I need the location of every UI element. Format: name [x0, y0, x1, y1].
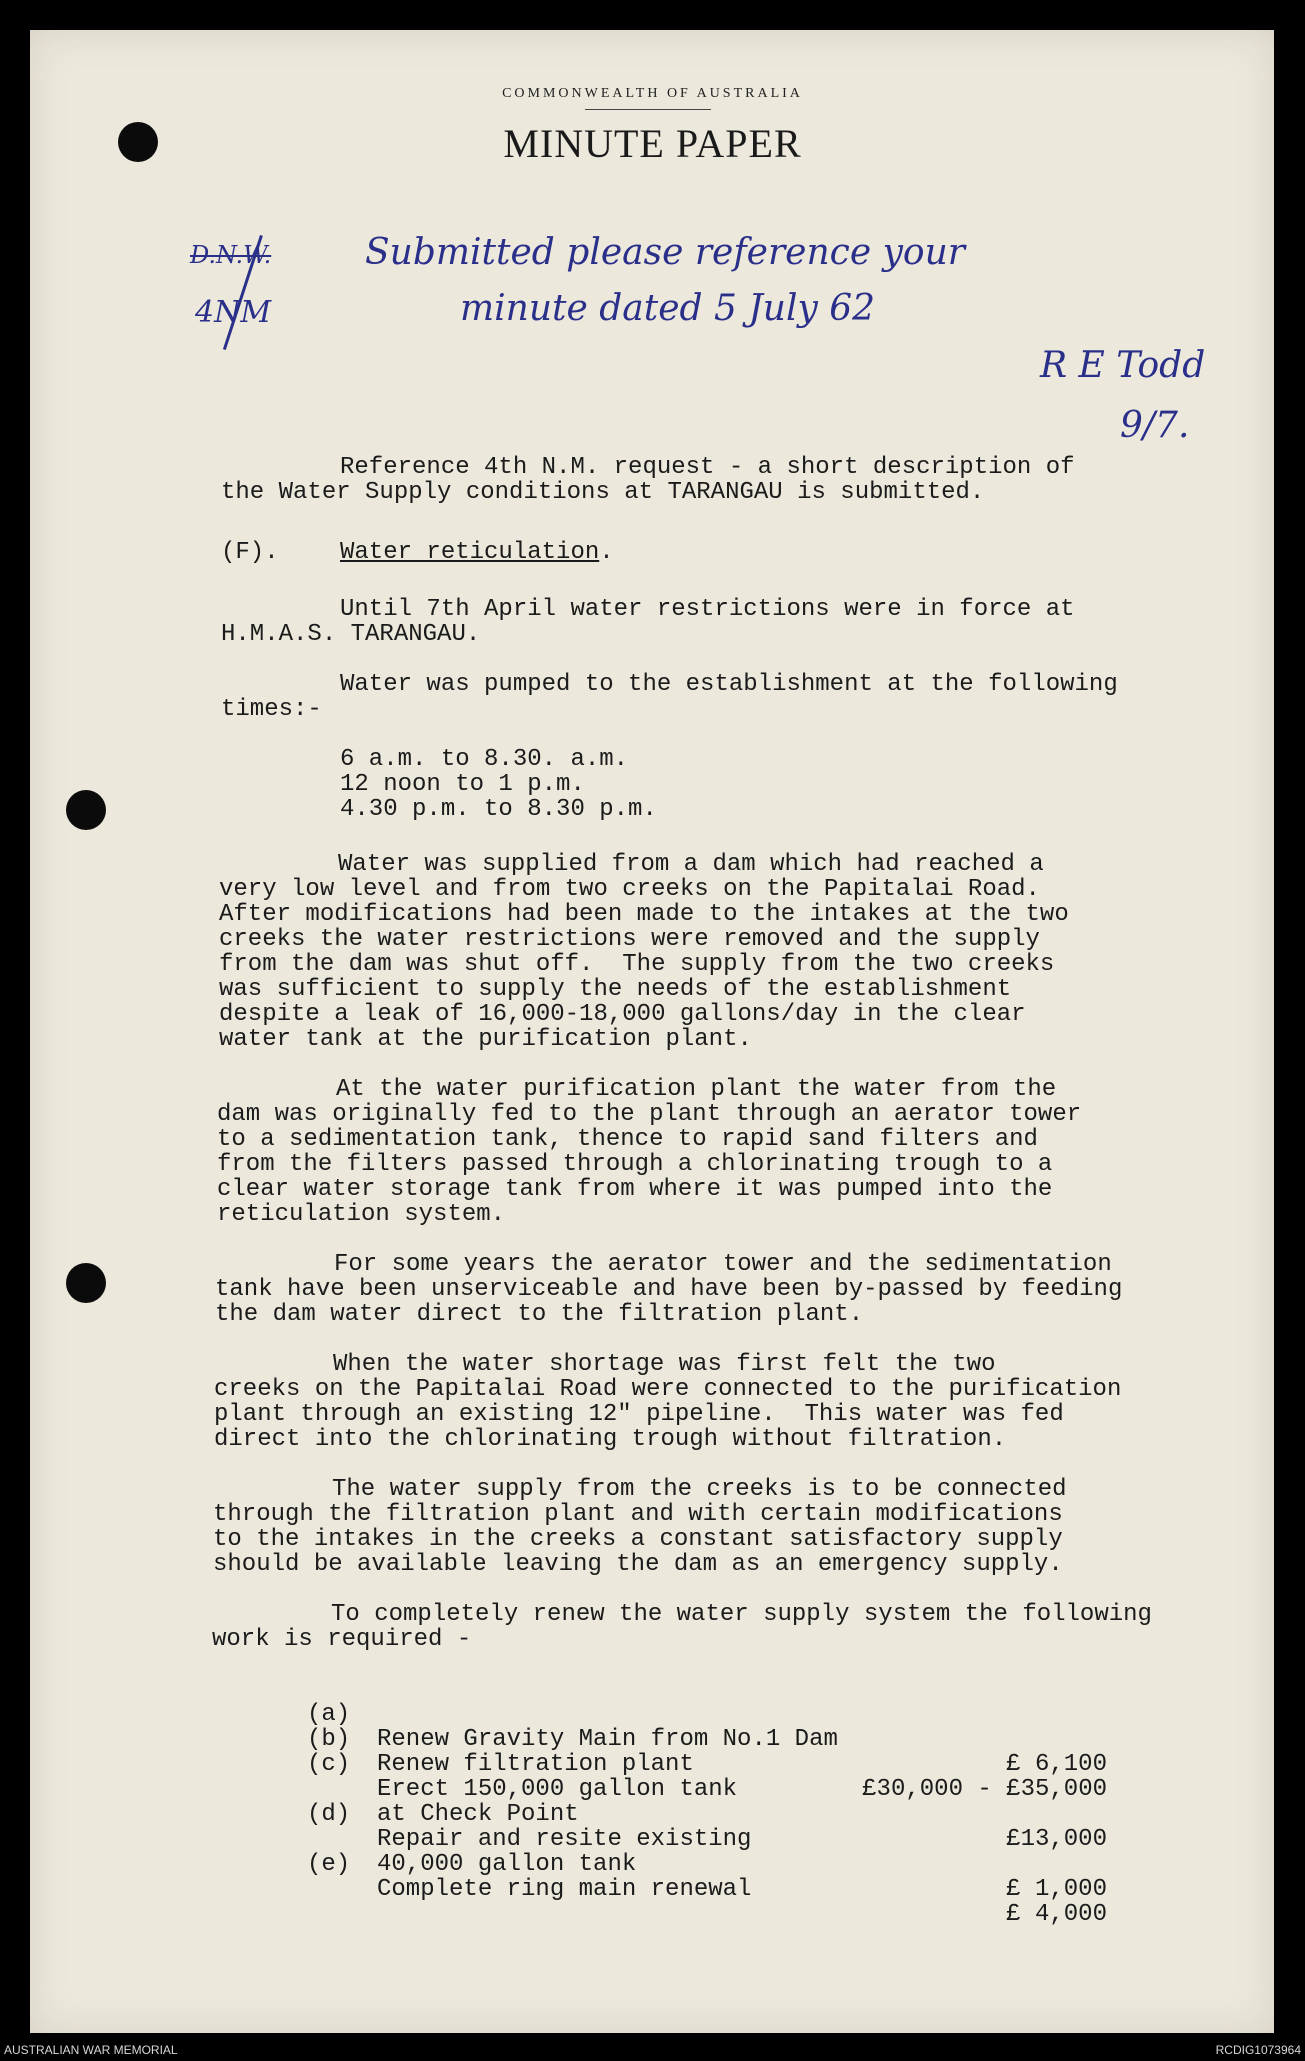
restrictions-line2: H.M.A.S. TARANGAU. — [221, 621, 481, 648]
restrictions-line1: Until 7th April water restrictions were in force at — [340, 596, 1075, 623]
punch-hole-bottom — [66, 1263, 106, 1303]
section-label: (F). — [221, 539, 279, 566]
p2-line: At the water purification plant the water from the — [336, 1076, 1057, 1103]
p4-line: plant through an existing 12" pipeline. This water was fed — [214, 1401, 1064, 1428]
work-item-letter: (e) — [307, 1851, 351, 1878]
p3-line: For some years the aerator tower and the sedimentation — [334, 1251, 1112, 1278]
section-heading — [340, 540, 614, 565]
p1-line: After modifications had been made to the intakes at the two — [219, 901, 1069, 928]
p5-line: through the filtration plant and with certain modifications — [213, 1501, 1063, 1528]
intro-line1: Reference 4th N.M. request - a short description of — [340, 454, 1075, 481]
agency-header: COMMONWEALTH OF AUSTRALIA — [502, 86, 803, 101]
p2-line: clear water storage tank from where it was pumped into the — [217, 1176, 1053, 1203]
footer-source: AUSTRALIAN WAR MEMORIAL — [4, 2043, 178, 2057]
p1-line: creeks the water restrictions were removed and the supply — [219, 926, 1040, 953]
renew-line2: work is required - — [212, 1626, 472, 1653]
section-title: Water reticulation — [340, 539, 600, 566]
punch-hole-middle — [66, 790, 106, 830]
p5-line: should be available leaving the dam as an emergency supply. — [213, 1551, 1063, 1578]
work-item-letter: (d) — [307, 1801, 351, 1828]
p1-line: was sufficient to supply the needs of the establishment — [219, 976, 1012, 1003]
p1-line: from the dam was shut off. The supply from the two creeks — [219, 951, 1055, 978]
work-item-desc: at Check Point — [377, 1801, 579, 1828]
work-item-cost: £13,000 — [1006, 1826, 1107, 1853]
p4-line: When the water shortage was first felt the two — [333, 1351, 996, 1378]
pumped-line1: Water was pumped to the establishment at the following — [340, 671, 1118, 698]
renew-line1: To completely renew the water supply system the following — [331, 1601, 1152, 1628]
handwritten-date: 9/7. — [1120, 405, 1190, 446]
p3-line: the dam water direct to the filtration plant. — [215, 1301, 864, 1328]
routing-code: 4NM — [195, 295, 272, 330]
work-item-letter: (c) — [307, 1751, 351, 1778]
p2-line: to a sedimentation tank, thence to rapid sand filters and — [217, 1126, 1038, 1153]
time-slot-2: 12 noon to 1 p.m. — [340, 771, 585, 798]
pumped-line2: times:- — [221, 696, 322, 723]
page-title: MINUTE PAPER — [503, 121, 802, 166]
p4-line: creeks on the Papitalai Road were connected to the purification — [214, 1376, 1122, 1403]
work-item-letter: (a) — [307, 1701, 351, 1728]
section-title-end: . — [599, 539, 614, 566]
work-item-desc: Renew Gravity Main from No.1 Dam — [377, 1726, 838, 1753]
p2-line: reticulation system. — [217, 1201, 506, 1228]
work-item-desc: Renew filtration plant — [377, 1751, 694, 1778]
work-item-desc: Complete ring main renewal — [377, 1876, 752, 1903]
routing-struck: D.N.W. — [190, 241, 272, 269]
p1-line: Water was supplied from a dam which had reached a — [338, 851, 1044, 878]
p1-line: water tank at the purification plant. — [219, 1026, 752, 1053]
time-slot-1: 6 a.m. to 8.30. a.m. — [340, 746, 629, 773]
p4-line: direct into the chlorinating trough without filtration. — [214, 1426, 1007, 1453]
p5-line: The water supply from the creeks is to be connected — [332, 1476, 1067, 1503]
time-slot-3: 4.30 p.m. to 8.30 p.m. — [340, 796, 657, 823]
p3-line: tank have been unserviceable and have been by-passed by feeding — [215, 1276, 1123, 1303]
work-item-desc: Erect 150,000 gallon tank — [377, 1776, 738, 1803]
work-item-cost: £30,000 - £35,000 — [862, 1776, 1107, 1803]
handwritten-note-line2: minute dated 5 July 62 — [460, 288, 876, 329]
work-item-cost: £ 1,000 — [1006, 1876, 1107, 1903]
p2-line: from the filters passed through a chlorinating trough to a — [217, 1151, 1053, 1178]
work-item-desc: 40,000 gallon tank — [377, 1851, 637, 1878]
work-item-cost: £ 6,100 — [1006, 1751, 1107, 1778]
handwritten-note-line1: Submitted please reference your — [365, 232, 965, 273]
footer-record-id: RCDIG1073964 — [1215, 2043, 1301, 2057]
p5-line: to the intakes in the creeks a constant satisfactory supply — [213, 1526, 1063, 1553]
p1-line: very low level and from two creeks on the Papitalai Road. — [219, 876, 1040, 903]
intro-line2: the Water Supply conditions at TARANGAU is submitted. — [221, 479, 985, 506]
header-rule — [585, 109, 711, 110]
work-item-letter: (b) — [307, 1726, 351, 1753]
work-item-desc: Repair and resite existing — [377, 1826, 752, 1853]
handwritten-signature: R E Todd — [1040, 345, 1206, 386]
p2-line: dam was originally fed to the plant through an aerator tower — [217, 1101, 1082, 1128]
work-item-cost: £ 4,000 — [1006, 1901, 1107, 1928]
p1-line: despite a leak of 16,000-18,000 gallons/day in the clear — [219, 1001, 1026, 1028]
